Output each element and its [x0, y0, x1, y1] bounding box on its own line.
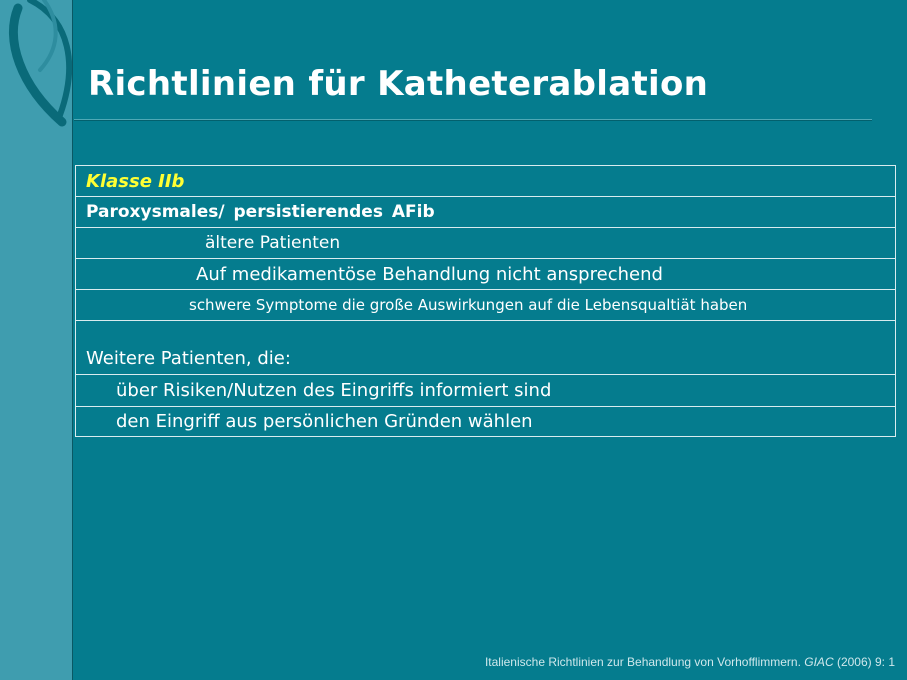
title-underline: [74, 119, 872, 120]
guideline-table: [75, 165, 896, 437]
table-row-medication: [76, 258, 896, 289]
table-row-personal: [76, 406, 896, 437]
citation-tail: (2006) 9: 1: [836, 655, 895, 669]
criterion-informed: über Risiken/Nutzen des Eingriffs informiert sind: [116, 380, 552, 401]
more-patients-heading: Weitere Patienten, die:: [86, 348, 291, 369]
criterion-personal: den Eingriff aus persönlichen Gründen wählen: [116, 411, 533, 432]
citation-text: Italienische Richtlinien zur Behandlung von Vorhofflimmern.: [484, 655, 801, 669]
table-row-af-type: [76, 196, 896, 227]
table-row-symptoms: [76, 289, 896, 320]
table-row-age: [76, 227, 896, 258]
class-label: Klasse IIb: [86, 170, 185, 192]
citation-footer: [485, 655, 895, 669]
criterion-age: ältere Patienten: [205, 233, 341, 253]
swirl-decoration-icon: [0, 0, 80, 130]
table-row-more-patients: [76, 320, 896, 374]
table-row-informed: [76, 374, 896, 406]
slide-title: Richtlinien für Katheterablation: [88, 64, 709, 104]
criterion-medication: Auf medikamentöse Behandlung nicht ansprechend: [196, 263, 663, 285]
sidebar-divider: [72, 0, 73, 680]
table-row-class: [76, 165, 896, 196]
citation-journal: GIAC: [804, 655, 834, 669]
af-type-label: Paroxysmales/ persistierendes AFib: [86, 202, 435, 222]
criterion-symptoms: schwere Symptome die große Auswirkungen auf die Lebensqualtiät haben: [189, 296, 748, 314]
